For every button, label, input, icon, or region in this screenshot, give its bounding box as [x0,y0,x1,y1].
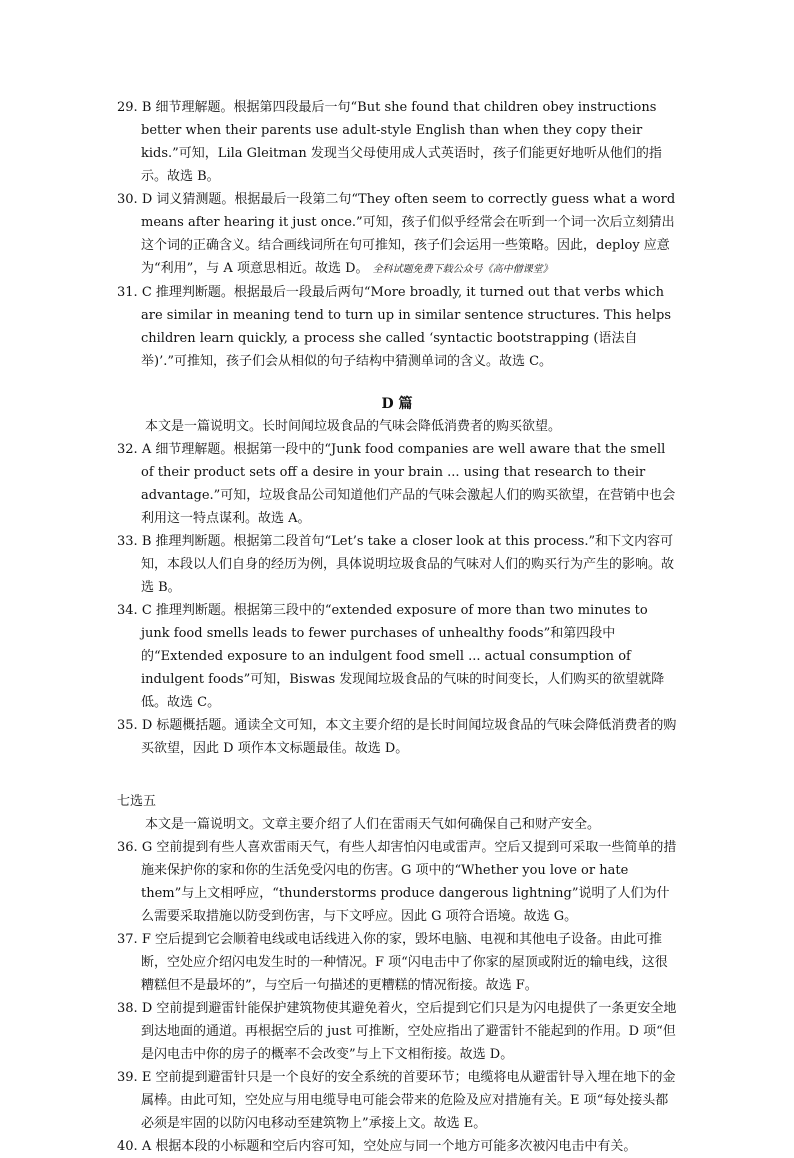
section-seven-intro: 本文是一篇说明文。文章主要介绍了人们在雷雨天气如何确保自己和财产安全。 [145,817,601,832]
question-29 [117,96,677,188]
question-39 [117,1066,677,1135]
explanation-text: F 空后提到它会顺着电线或电话线进入你的家，毁坏电脑、电视和其他电子设备。由此可推断，空处应介绍闪电发生时的一种情况。F 项“闪电击中了你家的屋顶或附近的输电线，这很糟糕但不是最坏的”，与空后一句描述的更糟糕的情况衔接。故选 F。 [141,932,668,993]
explanation-text: G 空前提到有些人喜欢雷雨天气，有些人却害怕闪电或雷声。空后又提到可采取一些简单的措施来保护你的家和你的生活免受闪电的伤害。G 项中的“Whether you love or hate them”与上文相呼应，“thunderstorms produce dangerous lightning”说明了人们为什么需要采取措施以防受到伤害，与下文呼应。因此 G 项符合语境。故选 G。 [141,840,677,924]
question-number: 40. [117,1139,138,1154]
question-number: 35. [117,718,138,733]
question-35 [117,714,677,760]
question-number: 39. [117,1070,138,1085]
section-d-intro: 本文是一篇说明文。长时间闻垃圾食品的气味会降低消费者的购买欲望。 [145,419,562,434]
question-number: 31. [117,285,138,300]
explanation-text: A 细节理解题。根据第一段中的“Junk food companies are well aware that the smell of their product sets off a desire in your brain ... using that research to their advantage.”可知，垃圾食品公司知道他们产品的气味会激起人们的购买欲望，在营销中也会利用这一特点谋利。故选 A。 [141,442,676,526]
watermark-note: 全科试题免费下载公众号《高中僧课堂》 [372,264,553,275]
explanation-text: D 标题概括题。通读全文可知，本文主要介绍的是长时间闻垃圾食品的气味会降低消费者的购买欲望，因此 D 项作本文标题最佳。故选 D。 [141,718,677,756]
explanation-text: D 空前提到避雷针能保护建筑物使其避免着火，空后提到它们只是为闪电提供了一条更安全地到达地面的通道。再根据空后的 just 可推断，空处应指出了避雷针不能起到的作用。D 项“但是闪电击中你的房子的概率不会改变”与上下文相衔接。故选 D。 [141,1001,677,1062]
section-seven-title: 七选五 [117,794,157,809]
question-33 [117,530,677,599]
question-40 [117,1135,677,1158]
question-38 [117,997,677,1066]
question-number: 32. [117,442,138,457]
question-number: 36. [117,840,138,855]
explanation-text: C 推理判断题。根据第三段中的“extended exposure of more than two minutes to junk food smells leads to fewer purchases of unhealthy foods”和第四段中的“Extended exposure to an indulgent food smell ... actual consumption of indulgent foods”可知，Biswas 发现闻垃圾食品的气味的时间变长，人们购买的欲望就降低。故选 C。 [141,603,665,710]
explanation-text: C 推理判断题。根据最后一段最后两句“More broadly, it turned out that verbs which are similar in meaning tend to turn up in similar sentence structures. This helps children learn quickly, a process she called ‘syntactic bootstrapping (语法自举)’.”可推知，孩子们会从相似的句子结构中猜测单词的含义。故选 C。 [141,285,672,369]
question-36 [117,836,677,928]
explanation-text: D 词义猜测题。根据最后一段第二句“They often seem to correctly guess what a word means after hearing it just once.”可知，孩子们似乎经常会在听到一个词一次后立刻猜出这个词的正确含义。结合画线词所在句可推知，孩子们会运用一些策略。因此，deploy 应意为“利用”，与 A 项意思相近。故选 D。 [141,192,676,276]
question-37 [117,928,677,997]
question-30 [117,188,677,281]
question-number: 38. [117,1001,138,1016]
explanation-text: E 空前提到避雷针只是一个良好的安全系统的首要环节；电缆将电从避雷针导入埋在地下的金属棒。由此可知，空处应与用电缆导电可能会带来的危险及应对措施有关。E 项“每处接头都必须是牢固的以防闪电移动至建筑物上”承接上文。故选 E。 [141,1070,676,1131]
answer-explanation-page [117,96,677,1158]
explanation-text: A 根据本段的小标题和空后内容可知，空处应与同一个地方可能多次被闪电击中有关。 [141,1139,637,1154]
question-number: 30. [117,192,138,207]
question-number: 37. [117,932,138,947]
question-number: 33. [117,534,138,549]
question-32 [117,438,677,530]
question-31 [117,281,677,373]
explanation-text: B 推理判断题。根据第二段首句“Let’s take a closer look at this process.”和下文内容可知，本段以人们自身的经历为例，具体说明垃圾食品的气味对人们的购买行为产生的影响。故选 B。 [141,534,675,595]
question-number: 29. [117,100,138,115]
section-d-title: D 篇 [381,396,413,412]
explanation-text: B 细节理解题。根据第四段最后一句“But she found that children obey instructions better when their parents use adult-style English than when they copy their kids.”可知，Lila Gleitman 发现当父母使用成人式英语时，孩子们能更好地听从他们的指示。故选 B。 [141,100,662,184]
question-34 [117,599,677,714]
question-number: 34. [117,603,138,618]
